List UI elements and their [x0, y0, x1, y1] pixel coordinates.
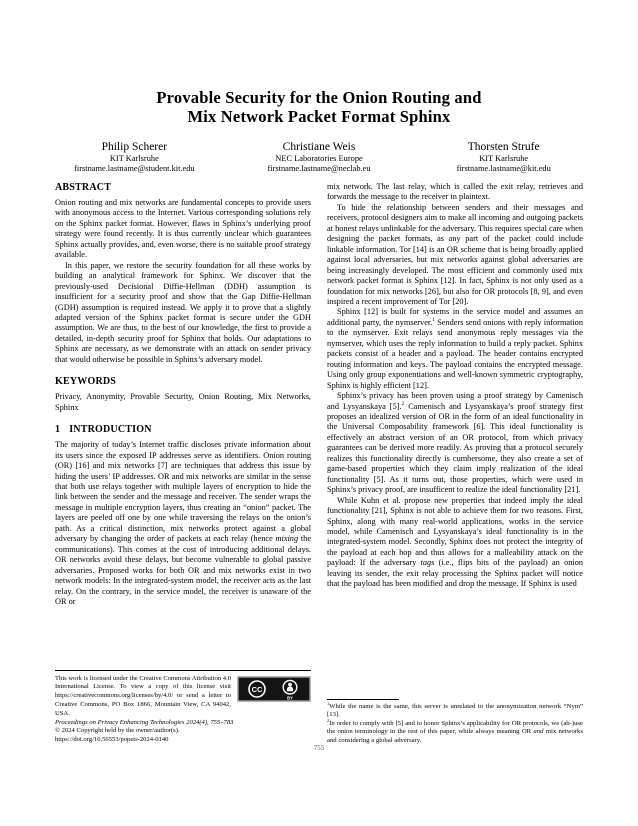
- person-icon-head: [288, 682, 292, 686]
- author-affiliation: NEC Laboratories Europe: [275, 154, 363, 163]
- author-email: firstname.lastname@student.kit.edu: [74, 164, 195, 173]
- doi-link[interactable]: https://doi.org/10.56553/popets-2024-0140: [55, 736, 169, 744]
- author-name: Thorsten Strufe: [467, 141, 540, 153]
- author-2: [227, 141, 412, 174]
- author-email: firstname.lastname@kit.edu: [456, 164, 551, 173]
- author-3: [411, 141, 596, 174]
- author-email: firstname.lastname@neclab.eu: [267, 164, 371, 173]
- page-number: 755: [313, 744, 325, 752]
- footnote-separator: [327, 699, 399, 700]
- paper-title-line2: Mix Network Packet Format Sphinx: [187, 107, 451, 126]
- right-column-text: [327, 182, 583, 692]
- license-block: [55, 670, 311, 745]
- author-1: [42, 141, 227, 174]
- body-paragraph: To hide the relationship between senders and their messages and receivers, protocol designers aim to make all incoming and outgoing packets at honest relays unlinkable for the adversary. This requires special care when designing the packet formats, as any part of the packet could include linkable information. Tor [14] is an OR scheme that is being broadly applied against local adversaries, but mix networks against global adversaries are being increasingly developed. The most efficient and commonly used mix network packet format is Sphinx [12]. In fact, Sphinx is not only used as a foundation for mix networks [26], but also for OR protocols [8, 9], and even inspired a recent improvement of Tor [20].: [327, 202, 583, 306]
- footnotes: [327, 699, 583, 746]
- keywords-text: Privacy, Anonymity, Provable Security, Onion Routing, Mix Networks, Sphinx: [55, 392, 311, 412]
- cc-by-badge: [237, 676, 311, 707]
- author-name: Philip Scherer: [101, 141, 168, 153]
- license-separator: [55, 670, 311, 671]
- section-number: 1: [55, 424, 61, 436]
- paper-title: [0, 88, 638, 126]
- body-paragraph: mix network. The last relay, which is called the exit relay, retrieves and forwards the message to the receiver in plaintext.: [327, 182, 583, 202]
- author-affiliation: KIT Karlsruhe: [479, 154, 529, 163]
- right-column: [327, 182, 583, 745]
- abstract-paragraph: In this paper, we restore the security foundation for all these works by building an analytical framework for Sphinx. We discover that the previously-used Decisional Diffie-Hellman (DDH) assumption is insufficient for a security proof and show that the Gap Diffie-Hellman (GDH) assumption is required instead. We apply it to prove that a slightly adapted version of the Sphinx packet format is secure under the GDH assumption. We are thus, to the best of our knowledge, the first to provide a detailed, in-depth security proof for Sphinx that holds. Our adaptations to Sphinx are necessary, as we demonstrate with an attack on sender privacy that would otherwise be possible in Sphinx’s adversary model.: [55, 260, 311, 364]
- left-column-text: [55, 182, 311, 674]
- section-label: INTRODUCTION: [69, 424, 152, 436]
- author-block: [42, 141, 596, 174]
- license-text: This work is licensed under the Creative Commons Attribution 4.0 International License. To view a copy of this license visit https://creativecommons.org/licenses/by/4.0/ or send a letter to Creative Commons, PO Box 1866, Mountain View, CA 94042, USA.: [55, 674, 231, 717]
- keywords-heading: KEYWORDS: [55, 376, 117, 388]
- footnote: $^2$In order to comply with [5] and to honor Sphinx’s applicability for OR protocols, we (ab-)use the onion terminology in the rest of this paper, while always meaning OR and mix networks and considering a global adversary.: [327, 717, 583, 744]
- two-column-body: [55, 182, 583, 745]
- cc-icon-label: CC: [251, 684, 263, 694]
- body-paragraph: Sphinx [12] is built for systems in the service model and assumes an additional party, the nymserver.$^1$ Senders send onions with reply information to the nymserver. Exit relays send anonymous reply messages via the nymserver, which uses the reply information to build a reply packet. Sphinx packets consist of a header and a payload. The header contains encrypted routing information and keys. The payload contains the encrypted message. Using only group exponentiations and well-known symmetric cryptography, Sphinx is highly efficient [12].: [327, 307, 583, 390]
- left-column: [55, 182, 311, 745]
- cc-by-badge-graphic: [237, 676, 311, 702]
- body-paragraph: Sphinx’s privacy has been proven using a proof strategy by Camenisch and Lysyanskaya [5].$^2$ Camenisch and Lysyanskaya’s proof strategy first proposes an idealized version of OR in the form of an ideal functionality in the Universal Composability framework [6]. This ideal functionality is effectively an abstract version of an OR protocol, from which privacy guarantees can be derived more readily. As proving that a protocol securely realizes this functionality directly is cumbersome, they also create a set of game-based properties which they claim imply realization of the ideal functionality [5]. As it turns out, those properties, which were used in Sphinx’s privacy proof, are insufficent to realize the ideal functionality [21].: [327, 391, 583, 495]
- introduction-paragraph: The majority of today’s Internet traffic discloses private information about its users since the exposed IP addresses serve as identifiers. Onion routing (OR) [16] and mix networks [7] are techniques that address this issue by hiding the users’ IP addresses. OR and mix networks are similar in the sense that both use relays together with multiple layers of encryption to hide the link between the sender and the message and receiver. The sender wraps the message in multiple encryption layers, thus creating an “onion” packet. The layers are peeled off one by one while traversing the relays on the onion’s path. As a critical distinction, mix networks protect against a global adversary by changing the order of packets at each relay (hence mixing the communications). This comes at the cost of introducing additional delays. OR networks avoid these delays, but become vulnerable to global passive adversaries. Proposed works for both OR and mix networks exist in two network models: In the integrated-system model, the receiver acts as the last relay. On the contrary, in the service model, the receiver is unaware of the OR or: [55, 440, 311, 606]
- abstract-paragraph: Onion routing and mix networks are fundamental concepts to provide users with anonymous access to the Internet. Various corresponding solutions rely on the Sphinx packet format. However, flaws in Sphinx’s underlying proof strategy were found recently. It is thus currently unclear which guarantees Sphinx actually provides, and, even worse, there is no suitable proof strategy available.: [55, 198, 311, 260]
- license-venue: Proceedings on Privacy Enhancing Technologies 2024(4), 755–783: [55, 718, 234, 726]
- footnote: $^1$While the name is the same, this server is unrelated to the anonymization network “Nym” [13].: [327, 700, 583, 718]
- license-copyright: © 2024 Copyright held by the owner/author(s).: [55, 727, 180, 735]
- author-affiliation: KIT Karlsruhe: [109, 154, 159, 163]
- by-label: BY: [287, 695, 293, 701]
- body-paragraph: While Kuhn et al. propose new properties that indeed imply the ideal functionality [21], Sphinx is not able to achieve them for two reasons. First, Sphinx, along with many real-world applications, works in the service model, while Camenisch and Lysyanskaya’s ideal functionality is in the integrated-system model. Secondly, Sphinx does not protect the integrity of the payload at each hop and thus allows for a malleability attack on the payload: If the adversary tags (i.e., flips bits of the payload) an onion leaving its sender, the exit relay processing the Sphinx packet will notice that the payload has been modified and drop the message. If Sphinx is used: [327, 495, 583, 589]
- abstract-heading: ABSTRACT: [55, 182, 112, 193]
- author-name: Christiane Weis: [282, 141, 356, 153]
- introduction-heading: [55, 424, 311, 436]
- paper-title-line1: Provable Security for the Onion Routing and: [156, 88, 482, 107]
